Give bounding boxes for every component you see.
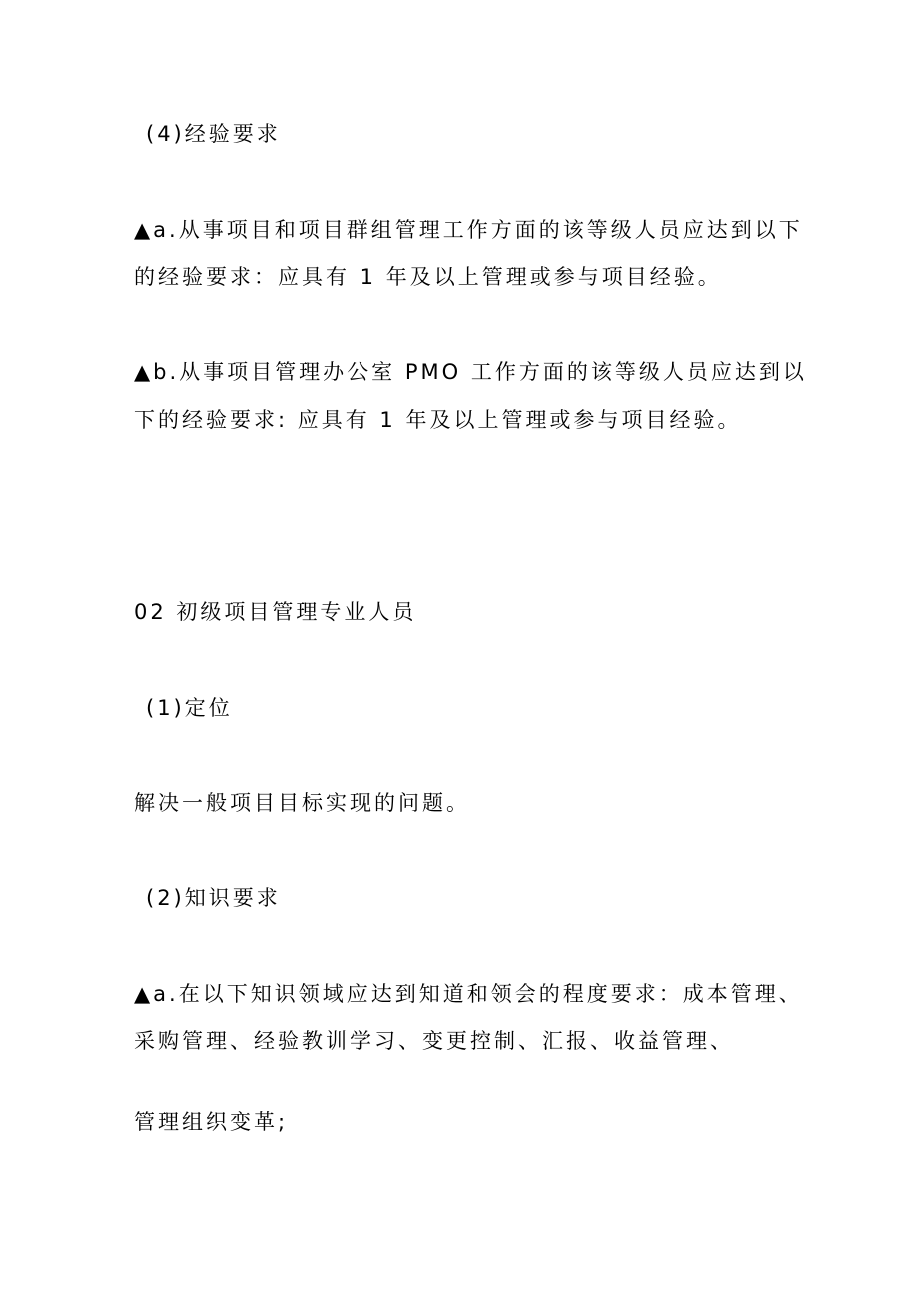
knowledge-item-a-line3: 管理组织变革; <box>134 1110 289 1134</box>
experience-heading: (4)经验要求 <box>146 122 281 146</box>
knowledge-heading: (2)知识要求 <box>146 886 281 910</box>
experience-item-b-line2: 下的经验要求: 应具有 1 年及以上管理或参与项目经验。 <box>134 408 742 432</box>
positioning-heading: (1)定位 <box>146 696 233 720</box>
experience-item-b-line1: ▲b.从事项目管理办公室 PMO 工作方面的该等级人员应达到以 <box>134 360 807 384</box>
section-02-title: 02 初级项目管理专业人员 <box>134 600 417 624</box>
positioning-text: 解决一般项目目标实现的问题。 <box>134 791 470 815</box>
experience-item-a-line2: 的经验要求：应具有 1 年及以上管理或参与项目经验。 <box>134 265 722 289</box>
knowledge-item-a-line2: 采购管理、经验教训学习、变更控制、汇报、收益管理、 <box>134 1029 734 1053</box>
knowledge-item-a-line1: ▲a.在以下知识领域应达到知道和领会的程度要求：成本管理、 <box>134 982 803 1006</box>
experience-item-a-line1: ▲a.从事项目和项目群组管理工作方面的该等级人员应达到以下 <box>134 218 803 242</box>
